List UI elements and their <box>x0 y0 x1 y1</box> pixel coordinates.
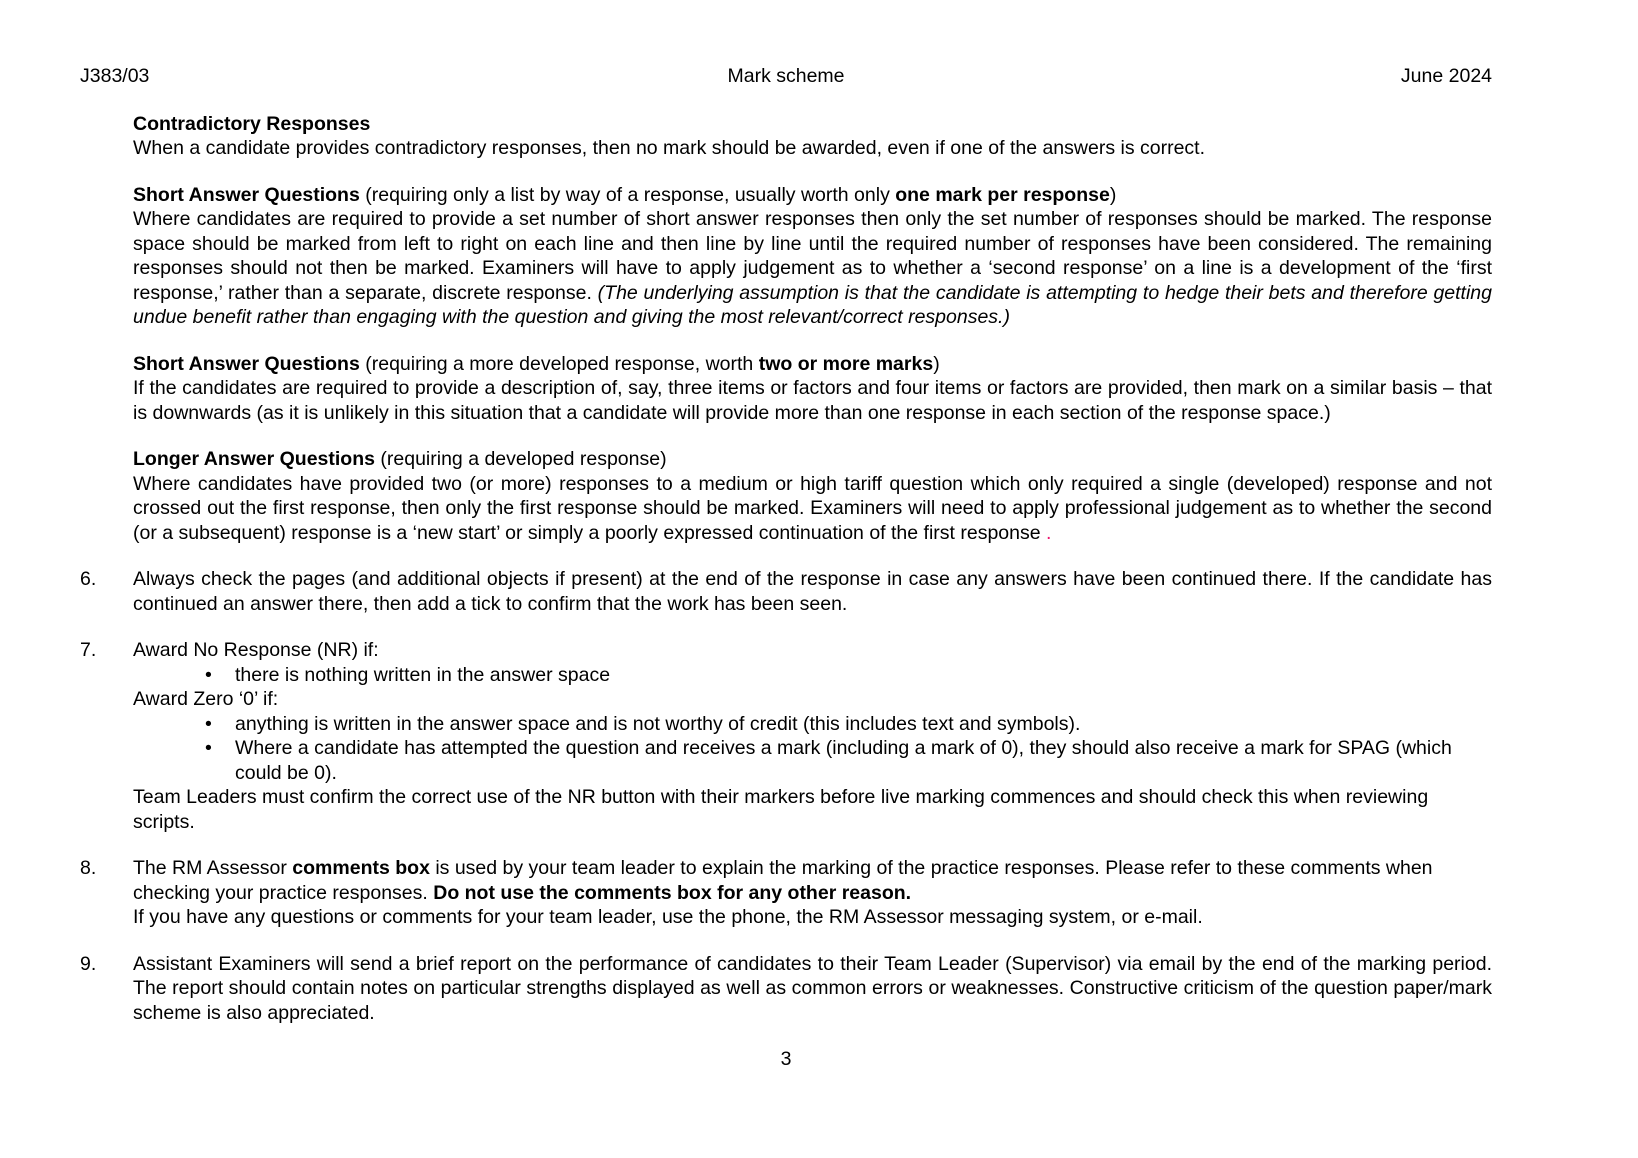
item-paragraph: The RM Assessor comments box is used by your team leader to explain the marking of the practice responses. Please refer to these comments when checking your practice responses. Do not use the comments box for any other reason. <box>133 857 1433 904</box>
bullet-item <box>133 736 1492 785</box>
numbered-item-9 <box>80 952 1492 1026</box>
bullet-text: anything is written in the answer space and is not worthy of credit (this includes text and symbols). <box>235 712 1081 735</box>
bullet-text: there is nothing written in the answer space <box>235 663 611 686</box>
document-title: Mark scheme <box>727 65 845 87</box>
item-number: 8. <box>80 857 97 879</box>
item-body <box>133 952 1492 1026</box>
item-body <box>133 567 1492 616</box>
page-header <box>80 64 1492 89</box>
section-body: If the candidates are required to provide a description of, say, three items or factors and four items or factors are provided, then mark on a similar basis – that is downwards (as it is unlikely in this situation that a candidate will provide more than one response in each section of the response space.) <box>133 377 1492 424</box>
section-short-answer-list <box>133 183 1492 330</box>
item-paragraph: Team Leaders must confirm the correct use of the NR button with their markers before live marking commences and should check this when reviewing scripts. <box>133 786 1429 833</box>
bullet-text: Where a candidate has attempted the question and receives a mark (including a mark of 0), they should also receive a mark for SPAG (which could be 0). <box>235 737 1452 784</box>
section-body: When a candidate provides contradictory responses, then no mark should be awarded, even if one of the answers is correct. <box>133 137 1206 159</box>
section-heading: Contradictory Responses <box>133 112 371 135</box>
item-paragraph: Always check the pages (and additional objects if present) at the end of the response in case any answers have been continued there. If the candidate has continued an answer there, then add a tick to confirm that the work has been seen. <box>133 568 1492 615</box>
bullet-icon: • <box>205 737 212 759</box>
item-paragraph: Award Zero ‘0’ if: <box>133 688 279 710</box>
item-paragraph: Assistant Examiners will send a brief report on the performance of candidates to their Team Leader (Supervisor) via email by the end of the marking period. The report should contain notes on particular strengths displayed as well as common errors or weaknesses. Constructive criticism of the question paper/mark scheme is also appreciated. <box>133 952 1492 1024</box>
item-number: 7. <box>80 639 97 661</box>
section-heading: Short Answer Questions (requiring a more developed response, worth two or more marks) <box>133 352 940 375</box>
bullet-icon: • <box>205 712 212 735</box>
section-heading: Longer Answer Questions (requiring a developed response) <box>133 448 667 470</box>
exam-session-date: June 2024 <box>1400 65 1493 87</box>
section-body: Where candidates have provided two (or more) responses to a medium or high tariff question which only required a single (developed) response and not crossed out the first response, then only the first response should be marked. Examiners will need to apply professional judgement as to whether the second (or a subsequent) response is a ‘new start’ or simply a poorly expressed continuation of the first response . <box>133 472 1492 544</box>
paper-code: J383/03 <box>80 65 150 87</box>
bullet-icon: • <box>205 663 212 686</box>
item-body <box>133 856 1492 930</box>
section-longer-answer <box>133 447 1492 545</box>
section-body: Where candidates are required to provide a set number of short answer responses then only the set number of responses should be marked. The response space should be marked from left to right on each line and then line by line until the required number of responses have been considered. The remaining responses should not then be marked. Examiners will have to apply judgement as to whether a ‘second response’ on a line is a development of the ‘first response,’ rather than a separate, discrete response. (The underlying assumption is that the candidate is attempting to hedge their bets and therefore getting undue benefit rather than engaging with the question and giving the most relevant/correct responses.) <box>133 208 1492 328</box>
page-number: 3 <box>780 1048 792 1070</box>
bullet-item <box>133 712 1492 737</box>
numbered-item-6 <box>80 567 1492 616</box>
item-number: 6. <box>80 568 97 590</box>
section-short-answer-developed <box>133 352 1492 426</box>
item-paragraph: If you have any questions or comments for your team leader, use the phone, the RM Assessor messaging system, or e-mail. <box>133 906 1203 928</box>
item-paragraph: Award No Response (NR) if: <box>133 639 379 661</box>
section-heading: Short Answer Questions (requiring only a list by way of a response, usually worth only one mark per response) <box>133 183 1117 206</box>
numbered-item-8 <box>80 856 1492 930</box>
numbered-item-7 <box>80 638 1492 834</box>
item-number: 9. <box>80 952 97 975</box>
item-body <box>133 638 1492 834</box>
bullet-item <box>133 663 1492 688</box>
section-contradictory-responses <box>133 112 1492 161</box>
